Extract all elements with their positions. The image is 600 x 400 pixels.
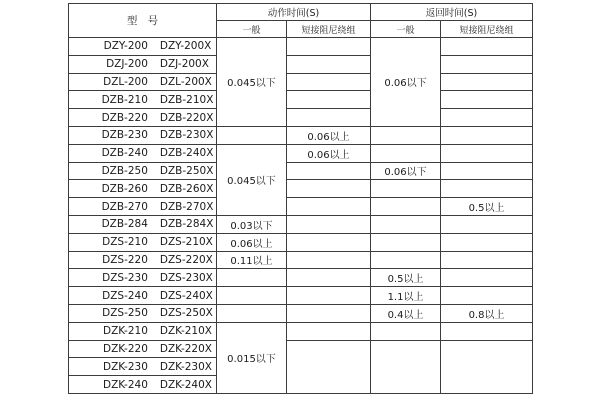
model-name: DZB-284 xyxy=(101,218,148,231)
return-damping-cell xyxy=(441,38,533,56)
return-general-cell: 1.1以上 xyxy=(371,287,441,305)
action-damping-cell xyxy=(287,233,371,251)
model-cell xyxy=(69,198,217,216)
table-row xyxy=(69,251,533,269)
return-general-cell xyxy=(371,126,441,144)
model-cell xyxy=(69,109,217,127)
model-name-x: DZB-250X xyxy=(159,164,214,177)
action-general-cell: 0.045以下 xyxy=(217,144,287,215)
model-name-x: DZK-210X xyxy=(159,325,212,338)
return-damping-cell xyxy=(441,55,533,73)
return-damping-cell xyxy=(441,144,533,162)
action-damping-cell xyxy=(287,340,371,393)
action-general-cell: 0.03以下 xyxy=(217,215,287,233)
action-damping-cell xyxy=(287,251,371,269)
model-name: DZY-200 xyxy=(103,40,148,53)
table-row xyxy=(69,38,533,56)
table-row xyxy=(69,109,533,127)
action-general-cell xyxy=(217,304,287,322)
model-name: DZB-240 xyxy=(101,147,148,160)
return-damping-cell xyxy=(441,322,533,340)
model-name: DZB-230 xyxy=(101,129,148,142)
model-name-x: DZS-230X xyxy=(159,271,213,284)
action-damping-cell: 0.06以上 xyxy=(287,144,371,162)
model-name: DZS-240 xyxy=(102,289,148,302)
relay-timing-spec-table xyxy=(68,3,533,394)
model-name: DZB-270 xyxy=(101,200,148,213)
action-damping-cell xyxy=(287,180,371,198)
return-damping-cell xyxy=(441,287,533,305)
table-row xyxy=(69,180,533,198)
return-general-cell xyxy=(371,144,441,162)
model-name-x: DZL-200X xyxy=(159,75,212,88)
model-name-x: DZS-250X xyxy=(159,307,213,320)
model-cell xyxy=(69,287,217,305)
model-cell xyxy=(69,73,217,91)
model-cell xyxy=(69,144,217,162)
model-cell xyxy=(69,304,217,322)
table-row xyxy=(69,304,533,322)
model-name: DZK-220 xyxy=(103,342,148,355)
return-damping-cell xyxy=(441,269,533,287)
action-general-cell: 0.015以下 xyxy=(217,322,287,393)
table-row xyxy=(69,91,533,109)
model-name-x: DZB-284X xyxy=(159,218,214,231)
action-general-cell: 0.045以下 xyxy=(217,38,287,127)
action-damping-cell xyxy=(287,55,371,73)
model-name: DZJ-200 xyxy=(106,58,148,71)
model-cell xyxy=(69,269,217,287)
action-damping-cell: 0.06以上 xyxy=(287,126,371,144)
header-action-time-group: 动作时间(S) xyxy=(217,4,371,21)
table-row xyxy=(69,198,533,216)
model-cell xyxy=(69,162,217,180)
model-name: DZL-200 xyxy=(103,75,148,88)
table-row xyxy=(69,215,533,233)
action-general-cell: 0.06以上 xyxy=(217,233,287,251)
action-damping-cell xyxy=(287,269,371,287)
model-cell xyxy=(69,55,217,73)
return-damping-cell xyxy=(441,91,533,109)
return-damping-cell xyxy=(441,233,533,251)
return-damping-cell: 0.8以上 xyxy=(441,304,533,322)
action-damping-cell xyxy=(287,215,371,233)
model-name: DZS-220 xyxy=(102,253,148,266)
action-damping-cell xyxy=(287,322,371,340)
action-damping-cell xyxy=(287,91,371,109)
header-return-general: 一般 xyxy=(371,21,441,38)
return-general-cell xyxy=(371,251,441,269)
header-return-time-group: 返回时间(S) xyxy=(371,4,533,21)
return-damping-cell xyxy=(441,251,533,269)
model-cell xyxy=(69,233,217,251)
return-damping-cell: 0.5以上 xyxy=(441,198,533,216)
model-name: DZK-210 xyxy=(103,325,148,338)
model-cell xyxy=(69,38,217,56)
table-row xyxy=(69,55,533,73)
model-cell xyxy=(69,358,217,376)
return-general-cell xyxy=(371,198,441,216)
header-model: 型 号 xyxy=(69,4,217,38)
return-general-cell: 0.4以上 xyxy=(371,304,441,322)
action-damping-cell xyxy=(287,73,371,91)
table-row xyxy=(69,287,533,305)
action-general-cell: 0.11以上 xyxy=(217,251,287,269)
model-cell xyxy=(69,322,217,340)
model-name-x: DZS-240X xyxy=(159,289,213,302)
model-name: DZB-220 xyxy=(101,111,148,124)
model-name-x: DZS-210X xyxy=(159,236,213,249)
table-row xyxy=(69,73,533,91)
model-name-x: DZY-200X xyxy=(159,40,212,53)
model-cell xyxy=(69,340,217,358)
return-general-cell: 0.06以下 xyxy=(371,162,441,180)
model-cell xyxy=(69,251,217,269)
return-general-cell xyxy=(371,340,441,393)
model-name-x: DZB-240X xyxy=(159,147,214,160)
model-name-x: DZB-230X xyxy=(159,129,214,142)
table-row xyxy=(69,162,533,180)
action-damping-cell xyxy=(287,198,371,216)
table-row xyxy=(69,340,533,358)
model-name-x: DZS-220X xyxy=(159,253,213,266)
model-name-x: DZB-220X xyxy=(159,111,214,124)
action-damping-cell xyxy=(287,162,371,180)
action-damping-cell xyxy=(287,287,371,305)
action-general-cell xyxy=(217,269,287,287)
model-name: DZS-250 xyxy=(102,307,148,320)
return-damping-cell xyxy=(441,162,533,180)
model-name: DZB-250 xyxy=(101,164,148,177)
model-name-x: DZK-240X xyxy=(159,378,212,391)
return-damping-cell xyxy=(441,109,533,127)
return-damping-cell xyxy=(441,215,533,233)
return-general-cell xyxy=(371,215,441,233)
model-cell xyxy=(69,91,217,109)
model-cell xyxy=(69,376,217,394)
table-row xyxy=(69,322,533,340)
model-name: DZB-210 xyxy=(101,93,148,106)
model-name-x: DZB-270X xyxy=(159,200,214,213)
action-damping-cell xyxy=(287,109,371,127)
model-cell xyxy=(69,126,217,144)
header-return-damping: 短接阻尼绕组 xyxy=(441,21,533,38)
return-general-cell xyxy=(371,233,441,251)
header-row-groups xyxy=(69,4,533,21)
model-cell xyxy=(69,180,217,198)
header-action-damping: 短接阻尼绕组 xyxy=(287,21,371,38)
table-row xyxy=(69,144,533,162)
action-damping-cell xyxy=(287,304,371,322)
return-damping-cell xyxy=(441,180,533,198)
model-name-x: DZJ-200X xyxy=(159,58,209,71)
model-name-x: DZB-260X xyxy=(159,182,214,195)
return-damping-cell xyxy=(441,73,533,91)
model-name-x: DZB-210X xyxy=(159,93,214,106)
table-row xyxy=(69,126,533,144)
return-damping-cell xyxy=(441,340,533,393)
model-cell xyxy=(69,215,217,233)
action-general-cell xyxy=(217,287,287,305)
model-name: DZK-240 xyxy=(103,378,148,391)
model-name-x: DZK-220X xyxy=(159,342,212,355)
return-damping-cell xyxy=(441,126,533,144)
table-row xyxy=(69,233,533,251)
model-name: DZS-230 xyxy=(102,271,148,284)
return-general-cell: 0.5以上 xyxy=(371,269,441,287)
model-name-x: DZK-230X xyxy=(159,360,212,373)
model-name: DZK-230 xyxy=(103,360,148,373)
return-general-cell xyxy=(371,322,441,340)
return-general-cell xyxy=(371,180,441,198)
return-general-cell: 0.06以下 xyxy=(371,38,441,127)
action-general-cell xyxy=(217,126,287,144)
table-row xyxy=(69,269,533,287)
action-damping-cell xyxy=(287,38,371,56)
header-action-general: 一般 xyxy=(217,21,287,38)
model-name: DZB-260 xyxy=(101,182,148,195)
model-name: DZS-210 xyxy=(102,236,148,249)
